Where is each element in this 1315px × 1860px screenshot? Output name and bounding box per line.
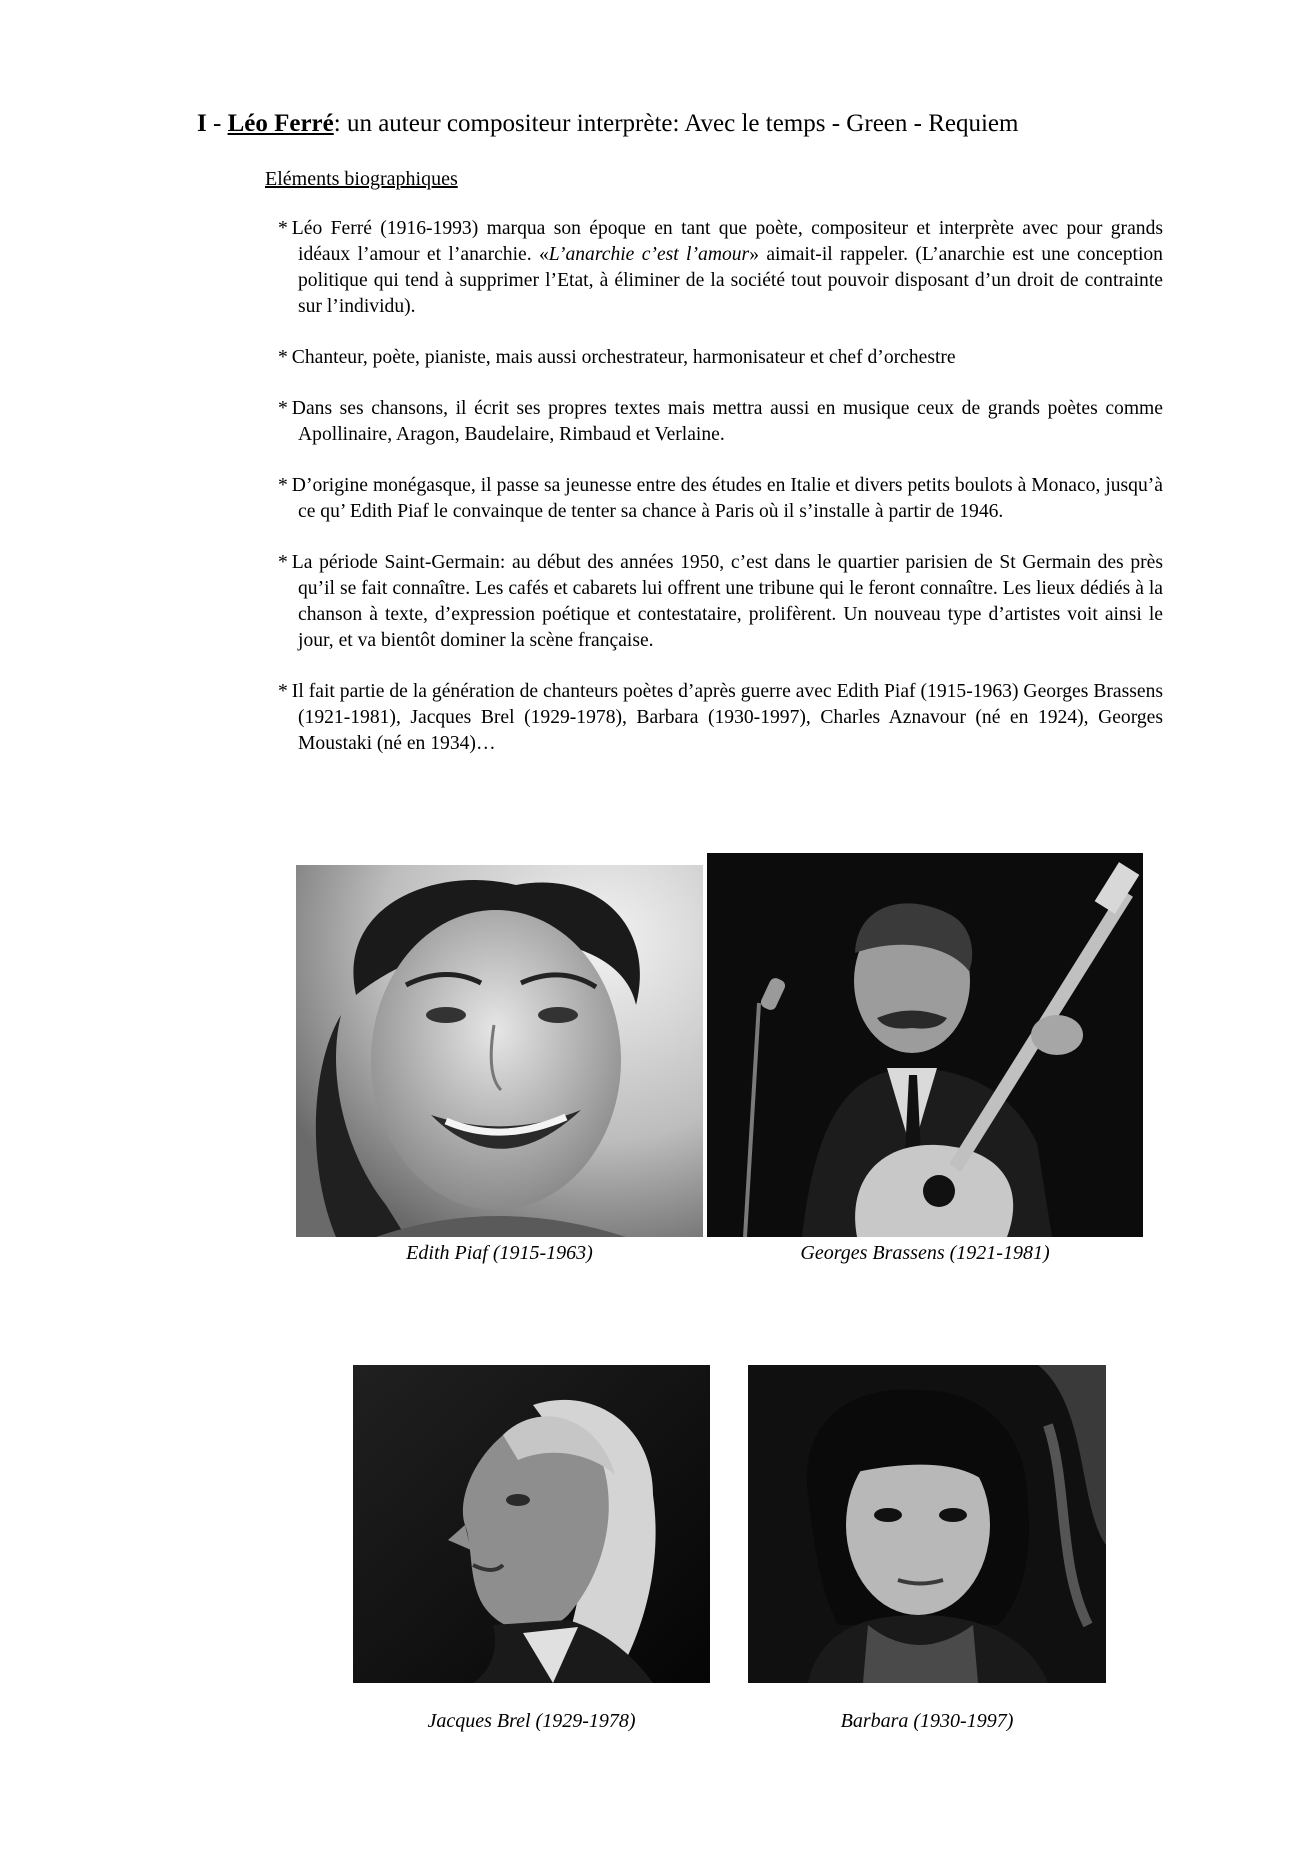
portrait-piaf-graphic (296, 865, 703, 1237)
photo-edith-piaf (296, 865, 703, 1237)
bullet-star: * (278, 552, 288, 573)
heading-artist-name: Léo Ferré (227, 110, 334, 137)
caption-barbara: Barbara (1930-1997) (840, 1710, 1014, 1732)
bullet-5-text: La période Saint-Germain: au début des années 1950, c’est dans le quartier parisien de St Germain des près qu’il se fait connaître. Les cafés et cabarets lui offrent une tribune qui le feront connaître. Les lieux dédiés à la chanson à texte, d’expression poétique et contestataire, prolifèrent. Un nouveau type d’artistes voit ainsi le jour, et va bientôt dominer la scène française. (291, 552, 1163, 651)
bullet-5 (278, 550, 1163, 654)
bullet-6-text: Il fait partie de la génération de chanteurs poètes d’après guerre avec Edith Piaf (1915-1963) Georges Brassens (1921-1981), Jacques Brel (1929-1978), Barbara (1930-1997), Charles Aznavour (né en 1924), Georges Moustaki (né en 1934)… (291, 681, 1163, 754)
bullet-star: * (278, 475, 288, 496)
portrait-brassens-graphic (707, 853, 1143, 1237)
bullet-1 (278, 216, 1163, 320)
photo-barbara (748, 1365, 1106, 1683)
bullet-1-text-a: Léo Ferré (1916-1993) marqua son époque en tant que poète, compositeur et interprète avec pour grands idéaux l’amour et l’anarchie. « (291, 218, 1163, 265)
bullet-star: * (278, 218, 288, 239)
heading-description: : un auteur compositeur interprète: Avec le temps - Green - Requiem (333, 110, 1019, 137)
heading-dash: - (206, 110, 228, 137)
photo-georges-brassens (707, 853, 1143, 1237)
bullet-6 (278, 679, 1163, 757)
bullet-star: * (278, 347, 288, 368)
biography-subheading: Eléments biographiques (265, 168, 458, 190)
bullet-star: * (278, 681, 288, 702)
bullet-1-text-b: » aimait-il rappeler. (L’anarchie est une conception politique qui tend à supprimer l’Etat, à éliminer de la société tout pouvoir disposant d’un droit de contrainte sur l’individu). (298, 244, 1163, 317)
bullet-4-text: D’origine monégasque, il passe sa jeunesse entre des études en Italie et divers petits boulots à Monaco, jusqu’à ce qu’ Edith Piaf le convainque de tenter sa chance à Paris où il s’installe à partir de 1946. (291, 475, 1163, 522)
bullet-1-quote: L’anarchie c’est l’amour (548, 244, 750, 265)
bullet-3-text: Dans ses chansons, il écrit ses propres textes mais mettra aussi en musique ceux de grands poètes comme Apollinaire, Aragon, Baudelaire, Rimbaud et Verlaine. (291, 398, 1163, 445)
bullet-4 (278, 473, 1163, 525)
bullet-star: * (278, 398, 288, 419)
section-heading (197, 108, 1018, 140)
portrait-barbara-graphic (748, 1365, 1106, 1683)
bullet-2-text: Chanteur, poète, pianiste, mais aussi orchestrateur, harmonisateur et chef d’orchestre (291, 347, 956, 368)
portrait-brel-graphic (353, 1365, 710, 1683)
caption-edith-piaf: Edith Piaf (1915-1963) (406, 1242, 593, 1264)
caption-jacques-brel: Jacques Brel (1929-1978) (427, 1710, 636, 1732)
bullet-2 (278, 345, 1163, 371)
biography-list (278, 216, 1163, 782)
bullet-3 (278, 396, 1163, 448)
photo-jacques-brel (353, 1365, 710, 1683)
caption-georges-brassens: Georges Brassens (1921-1981) (800, 1242, 1050, 1264)
section-number: I (197, 110, 207, 137)
